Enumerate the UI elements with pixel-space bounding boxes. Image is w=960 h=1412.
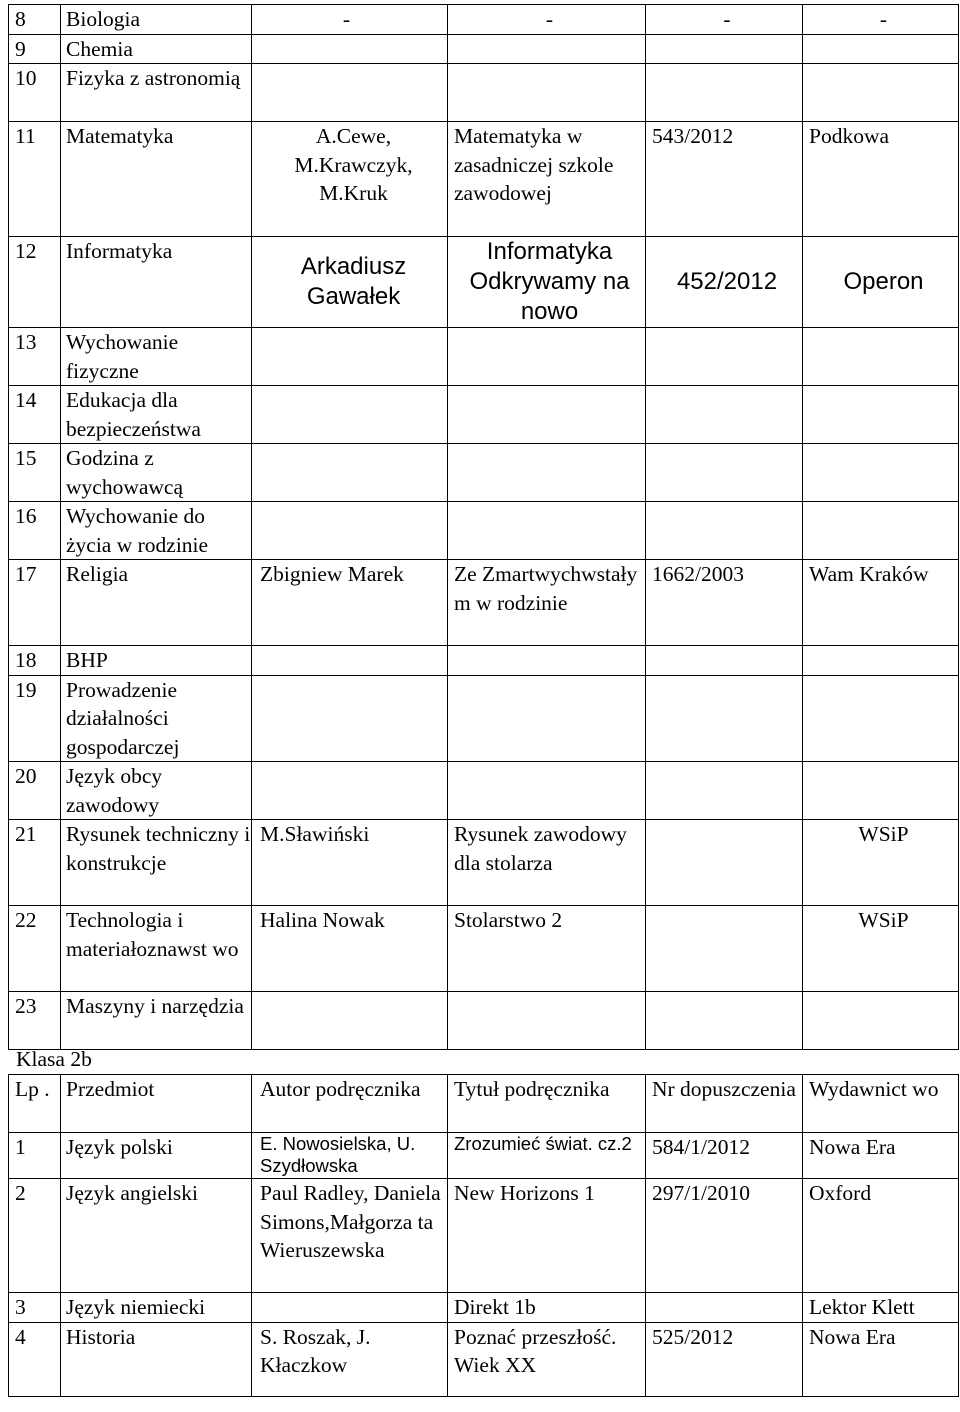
subject-cell: Edukacja dla bezpieczeństwa — [61, 386, 252, 444]
table-row — [9, 1179, 959, 1293]
approval-number-cell — [646, 34, 803, 64]
lp-cell: 3 — [9, 1293, 61, 1323]
subject-cell: Wychowanie fizyczne — [61, 328, 252, 386]
table-row — [9, 386, 959, 444]
lp-cell: 20 — [9, 762, 61, 820]
approval-number-cell — [646, 64, 803, 122]
author-cell: Paul Radley, Daniela Simons,Małgorza ta Wieruszewska — [252, 1179, 448, 1293]
title-cell — [448, 675, 646, 762]
publisher-cell — [803, 34, 959, 64]
lp-cell: 4 — [9, 1322, 61, 1396]
approval-number-cell — [646, 906, 803, 992]
publisher-cell: - — [803, 5, 959, 35]
lp-cell: 19 — [9, 675, 61, 762]
subject-cell: Wychowanie do życia w rodzinie — [61, 502, 252, 560]
table-row — [9, 502, 959, 560]
table-row — [9, 762, 959, 820]
approval-number-cell — [646, 992, 803, 1050]
subject-cell: Język obcy zawodowy — [61, 762, 252, 820]
author-cell — [252, 444, 448, 502]
table-row — [9, 992, 959, 1050]
subject-cell: Chemia — [61, 34, 252, 64]
publisher-cell: Podkowa — [803, 122, 959, 237]
lp-cell: 16 — [9, 502, 61, 560]
author-cell — [252, 1293, 448, 1323]
subject-cell: Język polski — [61, 1133, 252, 1179]
lp-cell: 1 — [9, 1133, 61, 1179]
publisher-cell — [803, 386, 959, 444]
subject-cell: Technologia i materiałoznawst wo — [61, 906, 252, 992]
author-cell — [252, 64, 448, 122]
title-cell: Direkt 1b — [448, 1293, 646, 1323]
approval-number-cell — [646, 820, 803, 906]
author-cell: M.Sławiński — [252, 820, 448, 906]
subject-cell: Prowadzenie działalności gospodarczej — [61, 675, 252, 762]
subject-cell: Historia — [61, 1322, 252, 1396]
subject-cell: Religia — [61, 560, 252, 646]
title-cell: Stolarstwo 2 — [448, 906, 646, 992]
table-row — [9, 1133, 959, 1179]
author-cell: S. Roszak, J. Kłaczkow — [252, 1322, 448, 1396]
class-label: Klasa 2b — [16, 1047, 92, 1071]
publisher-cell: WSiP — [803, 906, 959, 992]
subject-cell: Biologia — [61, 5, 252, 35]
publisher-cell: Nowa Era — [803, 1133, 959, 1179]
lp-cell: 18 — [9, 646, 61, 676]
title-cell: Zrozumieć świat. cz.2 — [448, 1133, 646, 1179]
approval-number-cell — [646, 444, 803, 502]
table-row — [9, 34, 959, 64]
title-cell — [448, 328, 646, 386]
table-row — [9, 675, 959, 762]
table-row — [9, 444, 959, 502]
publisher-cell: Nowa Era — [803, 1322, 959, 1396]
title-cell: New Horizons 1 — [448, 1179, 646, 1293]
author-cell — [252, 328, 448, 386]
publisher-cell — [803, 646, 959, 676]
publisher-cell — [803, 992, 959, 1050]
lp-cell: 21 — [9, 820, 61, 906]
approval-number-cell: Nr dopuszczenia — [646, 1075, 803, 1133]
approval-number-cell — [646, 675, 803, 762]
approval-number-cell: 525/2012 — [646, 1322, 803, 1396]
subject-cell: Język niemiecki — [61, 1293, 252, 1323]
lp-cell: Lp . — [9, 1075, 61, 1133]
lp-cell: 11 — [9, 122, 61, 237]
approval-number-cell: 452/2012 — [646, 237, 803, 328]
author-cell — [252, 675, 448, 762]
title-cell: Poznać przeszłość. Wiek XX — [448, 1322, 646, 1396]
title-cell: Informatyka Odkrywamy na nowo — [448, 237, 646, 328]
author-cell: Autor podręcznika — [252, 1075, 448, 1133]
publisher-cell — [803, 762, 959, 820]
table-row — [9, 646, 959, 676]
publisher-cell: Wydawnict wo — [803, 1075, 959, 1133]
author-cell — [252, 646, 448, 676]
publisher-cell: Oxford — [803, 1179, 959, 1293]
lp-cell: 8 — [9, 5, 61, 35]
subject-cell: Fizyka z astronomią — [61, 64, 252, 122]
approval-number-cell — [646, 328, 803, 386]
table-header-row — [9, 1075, 959, 1133]
title-cell: Tytuł podręcznika — [448, 1075, 646, 1133]
approval-number-cell — [646, 1293, 803, 1323]
title-cell — [448, 646, 646, 676]
approval-number-cell — [646, 762, 803, 820]
title-cell — [448, 64, 646, 122]
table-row — [9, 906, 959, 992]
title-cell: Rysunek zawodowy dla stolarza — [448, 820, 646, 906]
publisher-cell: Lektor Klett — [803, 1293, 959, 1323]
subject-cell: Język angielski — [61, 1179, 252, 1293]
approval-number-cell: 584/1/2012 — [646, 1133, 803, 1179]
lp-cell: 10 — [9, 64, 61, 122]
approval-number-cell — [646, 502, 803, 560]
table-row — [9, 64, 959, 122]
subject-cell: Matematyka — [61, 122, 252, 237]
lp-cell: 9 — [9, 34, 61, 64]
author-cell: - — [252, 5, 448, 35]
lp-cell: 14 — [9, 386, 61, 444]
subject-cell: Informatyka — [61, 237, 252, 328]
lp-cell: 2 — [9, 1179, 61, 1293]
publisher-cell — [803, 444, 959, 502]
title-cell — [448, 444, 646, 502]
lp-cell: 15 — [9, 444, 61, 502]
table-row — [9, 328, 959, 386]
textbook-table-1 — [8, 4, 959, 1050]
title-cell — [448, 502, 646, 560]
approval-number-cell: - — [646, 5, 803, 35]
title-cell: - — [448, 5, 646, 35]
author-cell — [252, 992, 448, 1050]
table-row — [9, 122, 959, 237]
title-cell — [448, 992, 646, 1050]
author-cell — [252, 502, 448, 560]
title-cell — [448, 386, 646, 444]
publisher-cell — [803, 64, 959, 122]
approval-number-cell — [646, 646, 803, 676]
table-row — [9, 1322, 959, 1396]
author-cell — [252, 386, 448, 444]
subject-cell: Godzina z wychowawcą — [61, 444, 252, 502]
publisher-cell: Operon — [803, 237, 959, 328]
author-cell: E. Nowosielska, U. Szydłowska — [252, 1133, 448, 1179]
publisher-cell — [803, 675, 959, 762]
approval-number-cell: 1662/2003 — [646, 560, 803, 646]
lp-cell: 12 — [9, 237, 61, 328]
publisher-cell — [803, 328, 959, 386]
publisher-cell: Wam Kraków — [803, 560, 959, 646]
textbook-table-2 — [8, 1074, 959, 1397]
subject-cell: Przedmiot — [61, 1075, 252, 1133]
subject-cell: BHP — [61, 646, 252, 676]
subject-cell: Rysunek techniczny i konstrukcje — [61, 820, 252, 906]
table-row — [9, 5, 959, 35]
title-cell: Matematyka w zasadniczej szkole zawodowej — [448, 122, 646, 237]
table-row — [9, 1293, 959, 1323]
lp-cell: 22 — [9, 906, 61, 992]
author-cell — [252, 34, 448, 64]
approval-number-cell: 543/2012 — [646, 122, 803, 237]
publisher-cell: WSiP — [803, 820, 959, 906]
table-row — [9, 237, 959, 328]
author-cell: Zbigniew Marek — [252, 560, 448, 646]
author-cell: Halina Nowak — [252, 906, 448, 992]
title-cell: Ze Zmartwychwstały m w rodzinie — [448, 560, 646, 646]
lp-cell: 13 — [9, 328, 61, 386]
approval-number-cell: 297/1/2010 — [646, 1179, 803, 1293]
table-row — [9, 820, 959, 906]
title-cell — [448, 34, 646, 64]
publisher-cell — [803, 502, 959, 560]
subject-cell: Maszyny i narzędzia — [61, 992, 252, 1050]
title-cell — [448, 762, 646, 820]
lp-cell: 17 — [9, 560, 61, 646]
lp-cell: 23 — [9, 992, 61, 1050]
author-cell: A.Cewe, M.Krawczyk, M.Kruk — [252, 122, 448, 237]
table-row — [9, 560, 959, 646]
author-cell — [252, 762, 448, 820]
author-cell: Arkadiusz Gawałek — [252, 237, 448, 328]
approval-number-cell — [646, 386, 803, 444]
